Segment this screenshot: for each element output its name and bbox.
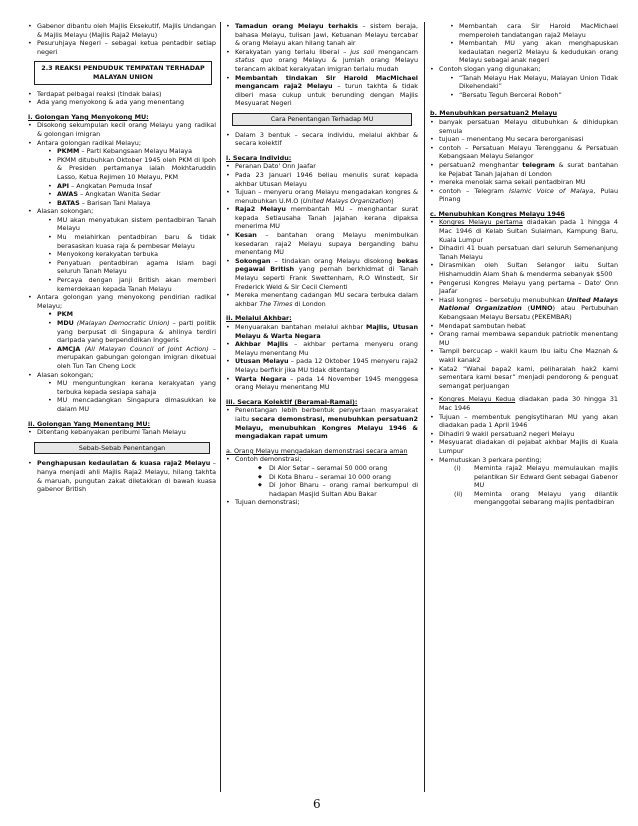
numbered-item [430,490,618,507]
text: contoh – Telegram [439,186,510,195]
term-desc: – Barisan Tani Malaya [79,198,151,207]
list-item: • Tujuan – membentuk pengisytiharan MU yang akan diadakan pada 1 April 1946 [430,413,618,430]
list-item: • Contoh slogan yang digunakan; [430,65,618,74]
emphasis: Kesan [235,231,257,240]
text: membantah MU – menghantar surat kepada Setiausaha Tanah Jajahan kerana dipaksa menerima MU [235,205,418,231]
text: Tujuan – menyeru orang Melayu mengadakan kongres & menubuhkan U.M.O ( [235,188,418,205]
list-item: • Antara golongan radikal Melayu; [28,139,216,148]
list-item: • Kata2 “Wahai bapa2 kami, peliharalah hak2 kami sementara kami besar” menjadi pendorong & penguat semangat perjuangan [430,365,618,391]
list-item: • banyak persatuan Melayu ditubuhkan & dihidupkan semula [430,118,618,135]
emphasis: Tamadun orang Melayu terhakis [235,22,358,30]
text: Menyuarakan bantahan melalui akhbar [235,323,366,331]
list-item: • “Tanah Melayu Hak Melayu, Malayan Union Tidak Dikehendaki” [430,74,618,91]
column-1 [28,22,216,494]
term-desc: – parti politik yang berpusat di Singapura & ahlinya terdiri daripada yang berpendidikan Inggeris [57,319,216,345]
text: , Pulau Pinang [439,186,618,204]
emphasis: bekas pegawai British [235,256,418,274]
list-item: • Pada 23 Januari 1946 beliau menulis surat kepada akhbar Utusan Melayu [226,171,418,188]
text: – sistem beraja, bahasa Melayu, tulisan Jawi, Ketuanan Melayu tercabar & orang Melayu akan hilang tanah air [235,22,418,48]
list-item: • PKMM ditubuhkan Oktober 1945 oleh PKM di Ipoh & Presiden pertamanya ialah Mokhtaruddin Lasso, Ketua Rejimen 10 Melayu, PKM [28,156,216,182]
list-item [226,291,418,308]
list-item [226,205,418,231]
list-item: • tujuan – menentang Mu secara berorganisasi [430,135,618,144]
list-item: • Ada yang menyokong & ada yang menentang [28,98,216,107]
term: United Malays Organization [302,196,392,205]
emphasis: Membantah tindakan Sir Harold MacMichael mengancam raja2 Melayu [235,73,418,91]
subheading-individual: i. Secara Individu: [226,153,292,162]
text: – pada 14 November 1945 menggesa orang Melayu menentang MU [235,374,418,392]
text: – bantahan orang Melayu menimbulkan kesedaran raja2 Melayu supaya berganding bahu menentang MU [235,231,418,257]
term-full: (Malayan Democratic Union) [76,319,170,327]
text: – tindakan orang Melayu disokong [270,256,397,265]
list-item [226,406,418,440]
list-item: • Dihadiri 9 wakil persatuan2 negeri Melayu [430,430,618,439]
term: API [57,181,70,190]
term: status quo [235,56,273,65]
page-number: 6 [313,797,321,811]
subsection-title: a. Orang Melayu mengadakan demonstrasi secara aman [226,446,408,455]
item-number: (i) [454,464,461,473]
subheading-opponents: ii. Golongan Yang Menentang MU: [28,419,151,428]
list-item: • Disokong sekumpulan kecil orang Melayu yang radikal & golongan imigran [28,121,216,138]
emphasis: Akhbar Majlis [235,340,289,349]
list-item: • Menyokong kerakyatan terbuka [28,250,216,259]
list-item [430,187,618,204]
term: AMCJA [57,344,81,353]
term: Islamic Voice of Malaya [509,186,594,195]
text: – akhbar pertama menyeru orang Melayu menentang Mu [235,340,418,357]
text: orang Melayu & jumlah orang Melayu terancam akibat kerakyatan imigran terlalu mudah [235,56,418,73]
list-item: • Membantah MU yang akan menghapuskan kedaulatan negeri2 Melayu & kedudukan orang Melayu sebagai anak negeri [430,39,618,65]
list-item [28,345,216,371]
list-item: • Mesyuarat diadakan di pejabat akhbar Majlis di Kuala Lumpur [430,438,618,455]
text: Meminta orang Melayu yang dilantik menganggotai sebarang majlis pentadbiran [474,489,618,507]
text: ) [391,196,394,205]
text: mengancam [374,47,418,56]
emphasis: telegram [522,160,555,169]
column-divider-left [220,22,221,792]
list-item [226,231,418,257]
text: persatuan2 menghantar [439,160,523,169]
list-item: • Mendapat sambutan hebat [430,322,618,331]
list-item: ◆ Di Alor Setar – seramai 50 000 orang [226,464,418,473]
numbered-item [430,464,618,490]
item-number: (ii) [454,489,463,498]
text: – turun takhta & tidak diberi masa cukup untuk berunding dengan Majlis Mesyuarat Negeri [235,82,418,108]
term: The Times [259,299,293,308]
text: di London [292,299,326,308]
term-desc: – Parti Kebangsaan Melayu Malaya [79,147,192,156]
list-item [430,296,618,322]
text: – pada 12 Oktober 1945 menyeru raja2 Melayu berfikir jika MU tidak ditentang [235,357,418,374]
list-item [28,182,216,191]
list-item: ◆ Di Kota Bharu – seramai 10 000 orang [226,473,418,482]
section-heading-box: Cara Penentangan Terhadap MU [232,113,412,126]
list-item: • Gabenor dibantu oleh Majlis Eksekutif, Majlis Undangan & Majlis Melayu (Majlis Raja2 Melayu) [28,22,216,39]
list-item: • Membantah cara Sir Harold MacMichael memperoleh tandatangan raja2 Melayu [430,22,618,39]
emphasis: Kongres Melayu pertama [439,218,523,227]
list-item [226,257,418,291]
list-item: • MU akan menyatukan sistem pentadbiran Tanah Melayu [28,216,216,233]
emphasis: Penghapusan kedaulatan & kuasa raja2 Melayu [37,459,211,468]
list-item [430,395,618,412]
list-item: • MU mencadangkan Singapura dimasukkan ke dalam MU [28,396,216,413]
term: United Malays National Organization [439,295,618,313]
term-desc: – Angkatan Pemuda Insaf [69,181,153,190]
emphasis: Utusan Melayu [235,357,289,366]
list-item: • Antara golongan yang menyokong pendirian radikal Melayu; [28,293,216,310]
emphasis: Sokongan [235,256,271,265]
subheading-press: ii. Melalui Akhbar: [226,314,292,323]
list-item: • Pesuruhjaya Negeri – sebagai ketua pentadbir setiap negeri [28,39,216,56]
subheading-supporters: i. Golongan Yang Menyokong MU: [28,112,149,121]
list-item [226,323,418,340]
list-item [28,319,216,345]
emphasis: UMNO [530,304,553,313]
term: MDU [57,319,74,327]
emphasis: Raja2 Melayu [235,205,286,214]
term: jus soli [350,47,375,56]
list-item: • MU menguntungkan kerana kerakyatan yang terbuka kepada sesiapa sahaja [28,379,216,396]
list-item [28,147,216,156]
list-item [226,375,418,392]
term: AWAS [57,190,78,199]
list-item: • Alasan sokongan; [28,207,216,216]
list-item: • Contoh demonstrasi; [226,455,418,464]
list-item: • Dirasmikan oleh Sultan Selangor iaitu Sultan Hishamuddin Alam Shah & menderma sebanyak $500 [430,261,618,278]
text: diadakan pada 1 hingga 4 Mac 1946 di Kelab Sultan Sulaiman, Kampung Baru, Kuala Lumpur [439,218,618,244]
list-item [226,357,418,374]
list-item: • Dalam 3 bentuk – secara individu, melalui akhbar & secara kolektif [226,131,418,148]
list-item [226,22,418,48]
list-item: • Peranan Dato' Onn Jaafar [226,162,418,171]
list-item: • Mu melahirkan pentadbiran baru & tidak berasaskan kuasa raja & pembesar Melayu [28,233,216,250]
list-item [226,48,418,74]
subheading-associations: b. Menubuhkan persatuan2 Melayu [430,109,558,118]
list-item: • PKM [28,310,216,319]
subheading-congress: c. Menubuhkan Kongres Melayu 1946 [430,209,565,218]
list-item [28,190,216,199]
list-item: • Alasan sokongan; [28,371,216,380]
text: diadakan pada 30 hingga 31 Mac 1946 [439,395,618,412]
emphasis: Warta Negara [235,374,287,383]
column-2 [226,22,418,507]
term-full: (All Malayan Council of Joint Action) [84,344,209,353]
list-item: • Terdapat pelbagai reaksi (tindak balas) [28,90,216,99]
term: BATAS [57,198,80,207]
list-item [28,459,216,493]
list-item: • Penyatuan pentadbiran agama Islam bagi seluruh Tanah Melayu [28,259,216,276]
list-item: • mereka menolak sama sekali pentadbiran MU [430,178,618,187]
list-item: • Tampil bercucap – wakil kaum Ibu iaitu Che Maznah & wakil kanak2 [430,347,618,364]
list-item: • Percaya dengan janji British akan memberi kemerdekaan kepada Tanah Melayu [28,276,216,293]
list-item [226,74,418,108]
list-item: • Dihadiri 41 buah persatuan dari seluruh Semenanjung Tanah Melayu [430,244,618,261]
term-desc: – merupakan gabungan golongan imigran diketuai oleh Tun Tan Cheng Lock [57,344,216,370]
emphasis: Kongres Melayu Kedua [439,395,516,404]
column-3 [430,22,618,507]
list-item: • Pengerusi Kongres Melayu yang pertama – Dato' Onn Jaafar [430,279,618,296]
text: ( [521,304,531,313]
section-heading-box: 2.3 REAKSI PENDUDUK TEMPATAN TERHADAP MALAYAN UNION [34,61,212,84]
list-item: • Ditentang kebanyakan peribumi Tanah Melayu [28,428,216,437]
column-divider-right [424,22,425,792]
list-item [430,161,618,178]
list-item [28,199,216,208]
term: PKMM [57,147,80,156]
text: Penentangan lebih berbentuk penyertaan masyarakat iaitu [235,406,418,423]
list-item [430,218,618,244]
list-item: • Memutuskan 3 perkara penting; [430,456,618,465]
list-item [226,188,418,205]
list-item [226,340,418,357]
list-item: • Tujuan demonstrasi; [226,498,418,507]
text: Mereka menentang cadangan MU secara terbuka dalam akhbar [235,291,418,308]
emphasis: secara demonstrasi, menubuhkan persatuan2 Melayu, menubuhkan Kongres Melayu 1946 & mengadakan rapat umum [235,414,418,441]
list-item: • Orang ramai membawa sepanduk patriotik menentang MU [430,330,618,347]
text: Kerakyatan yang terlalu liberal – [235,47,351,56]
text: – hanya menjadi ahli Majlis Raja2 Melayu, hilang takhta & maruah, pungutan zakat diletakkan di bawah kuasa gabenor British [37,459,216,494]
list-item: • “Bersatu Teguh Bercerai Roboh” [430,91,618,100]
list-item: • contoh – Persatuan Melayu Terengganu & Persatuan Kebangsaan Melayu Selangor [430,144,618,161]
text: Meminta raja2 Melayu memulaukan majlis pelantikan Sir Edward Gent sebagai Gabenor MU [474,464,618,490]
text: Hasil kongres – bersetuju menubuhkan [439,295,567,304]
text: yang pernah berkhidmat di Tanah Melayu seperti Frank Swettenham, R.O Winstedt, Sir Frederick Weld & Sir Cecil Clementi [235,265,418,291]
text: ) atau Pertubuhan Kebangsaan Melayu Bersatu (PEKEMBAR) [439,304,618,321]
list-item: ◆ Di Johor Bharu – orang ramai berkumpul di hadapan Masjid Sultan Abu Bakar [226,481,418,498]
term-desc: – Angkatan Wanita Sedar [77,190,161,199]
emphasis: Majlis, Utusan Melayu & Warta Negara [235,323,418,340]
section-heading-box: Sebab-Sebab Penentangan [34,442,210,455]
subheading-collective: iii. Secara Kolektif (Beramai-Ramai): [226,397,358,406]
text: & surat bantahan ke Pejabat Tanah Jajahan di London [439,160,618,178]
